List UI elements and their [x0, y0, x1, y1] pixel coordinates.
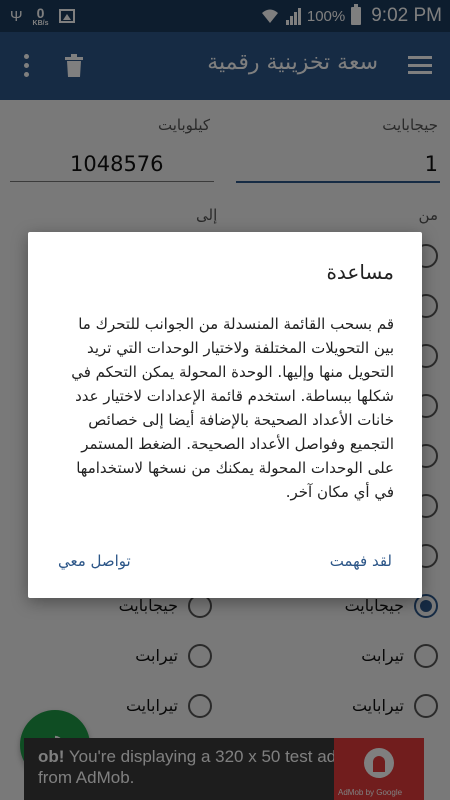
dialog-title: مساعدة [326, 260, 394, 284]
dialog-body: قم بسحب القائمة المنسدلة من الجوانب للتحرك ما بين التحويلات المختلفة ولاختيار الوحدات التي تريد التحويل منها وإليها. الوحدة المحولة يمكن التحكم في شكلها ببساطة. استخدم قائمة الإعدادات لاختيار عدد خانات الأعداد الصحيحة بالإضافة أيضا إلى خصائص التجميع وفواصل الأعداد الصحيحة. الضغط المستمر على الوحدات المحولة يمكنك من نسخها لاستخدامها في أي مكان آخر. [71, 315, 394, 501]
got-it-button[interactable]: لقد فهمت [329, 552, 392, 570]
help-dialog [28, 232, 422, 598]
contact-me-button[interactable]: تواصل معي [58, 552, 131, 570]
